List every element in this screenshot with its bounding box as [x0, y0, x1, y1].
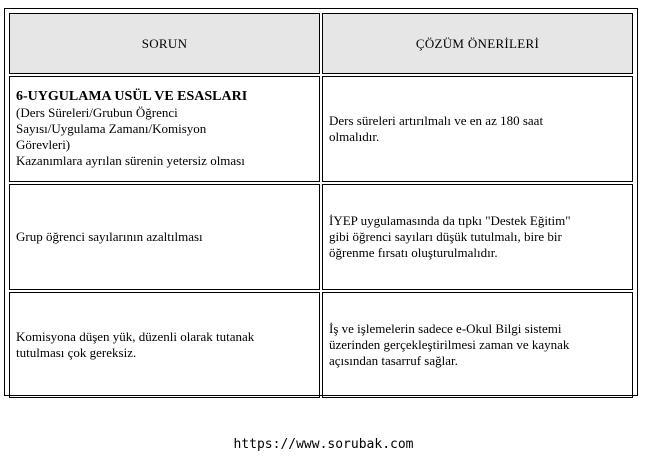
problem-cell: [9, 76, 320, 182]
problem-line: tutulması çok gereksiz.: [16, 345, 137, 360]
solution-cell: [322, 292, 633, 398]
solution-line: öğrenme fırsatı oluşturulmalıdır.: [329, 245, 498, 260]
problem-line: Kazanımlara ayrılan sürenin yetersiz olması: [16, 153, 245, 168]
solution-line: Ders süreleri artırılmalı ve en az 180 saat: [329, 113, 544, 128]
problem-line: (Ders Süreleri/Grubun Öğrenci: [16, 105, 178, 120]
table-row: [9, 292, 633, 398]
header-solution: ÇÖZÜM ÖNERİLERİ: [322, 13, 633, 74]
header-problem: SORUN: [9, 13, 320, 74]
solution-line: olmalıdır.: [329, 129, 380, 144]
solution-line: açısından tasarruf sağlar.: [329, 353, 458, 368]
solution-line: gibi öğrenci sayıları düşük tutulmalı, bire bir: [329, 229, 562, 244]
solution-cell: [322, 76, 633, 182]
problem-cell: [9, 184, 320, 290]
solution-line: üzerinden gerçekleştirilmesi zaman ve kaynak: [329, 337, 570, 352]
solution-cell: [322, 184, 633, 290]
problem-section-title: 6-UYGULAMA USÜL VE ESASLARI: [16, 89, 248, 104]
problem-line: Sayısı/Uygulama Zamanı/Komisyon: [16, 121, 207, 136]
problem-line: Grup öğrenci sayılarının azaltılması: [16, 229, 203, 244]
problem-cell: [9, 292, 320, 398]
problem-line: Komisyona düşen yük, düzenli olarak tutanak: [16, 329, 255, 344]
problem-line: Görevleri): [16, 137, 71, 152]
table-row: [9, 184, 633, 290]
problem-solution-table-frame: [4, 8, 638, 396]
solution-line: İYEP uygulamasında da tıpkı "Destek Eğitim": [329, 213, 571, 228]
table-row: [9, 76, 633, 182]
table-header-row: [9, 13, 633, 74]
solution-line: İş ve işlemelerin sadece e-Okul Bilgi sistemi: [329, 321, 562, 336]
website-url-link[interactable]: https://www.sorubak.com: [233, 437, 414, 452]
problem-solution-table: [7, 11, 635, 400]
